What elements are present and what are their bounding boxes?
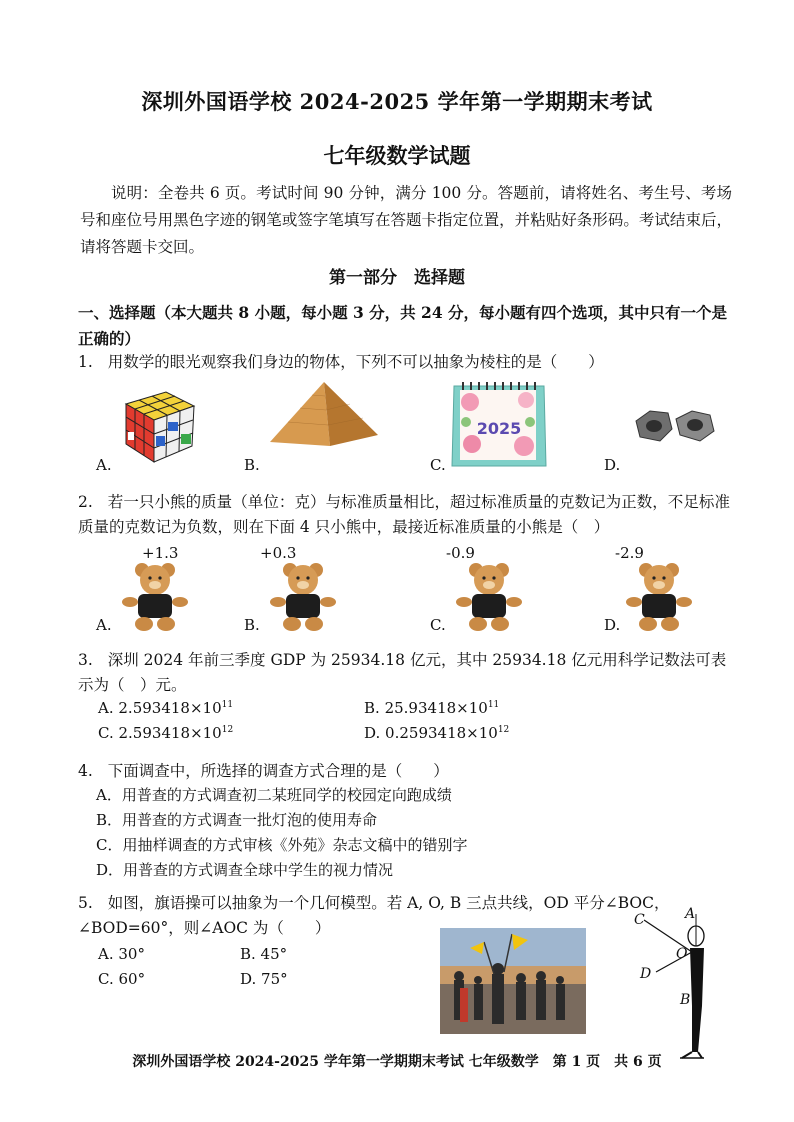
bear-a-weight: +1.3: [142, 544, 179, 562]
question-text: 如图，旗语操可以抽象为一个几何模型。若 A, O, B 三点共线，OD 平分∠BOC，∠BOD=60°，则∠AOC 为（ ）: [78, 894, 670, 937]
q2-option-b-label: B.: [244, 616, 260, 634]
label-o: O: [676, 946, 688, 962]
label-a: A: [685, 906, 696, 922]
question-text: 用数学的眼光观察我们身边的物体，下列不可以抽象为棱柱的是（ ）: [107, 353, 604, 371]
question-number: 3.: [78, 651, 93, 669]
option-exponent: 12: [221, 725, 234, 735]
question-1: [78, 350, 738, 375]
q2-option-d-label: D.: [604, 616, 621, 634]
teddy-bear-a-image: [120, 560, 190, 632]
q5-option-b: B. 45°: [240, 945, 288, 963]
q1-option-a-label: A.: [96, 456, 112, 474]
section-heading: 一、选择题（本大题共 8 小题，每小题 3 分，共 24 分，每小题有四个选项，其中只有一个是正确的）: [78, 303, 728, 348]
q2-option-c-label: C.: [430, 616, 446, 634]
option-value: 2.593418×10: [118, 699, 222, 717]
question-number: 2.: [78, 493, 93, 511]
option-exponent: 11: [221, 700, 234, 710]
page-footer: 深圳外国语学校 2024-2025 学年第一学期期末考试 七年级数学 第 1 页 共 6 页: [132, 1054, 662, 1070]
q4-option-c: C．用抽样调查的方式审核《外苑》杂志文稿中的错别字: [96, 836, 468, 854]
question-number: 4.: [78, 762, 93, 780]
label-d: D: [640, 966, 652, 982]
q3-option-c: [98, 724, 233, 742]
bear-b-weight: +0.3: [260, 544, 297, 562]
calendar-year-text: 2025: [476, 419, 522, 438]
option-value: 2.593418×10: [118, 724, 222, 742]
q3-option-b: [364, 699, 499, 717]
question-number: 1.: [78, 353, 93, 371]
q3-option-d: [364, 724, 509, 742]
q5-option-c: C. 60°: [98, 970, 146, 988]
option-label: C.: [98, 724, 114, 742]
question-3: [78, 648, 730, 698]
q5-option-a: A. 30°: [98, 945, 145, 963]
option-value: 25.93418×10: [384, 699, 488, 717]
option-exponent: 12: [497, 725, 510, 735]
q2-option-a-label: A.: [96, 616, 112, 634]
question-number: 5.: [78, 894, 93, 912]
pyramid-image: [268, 380, 380, 448]
question-text: 下面调查中，所选择的调查方式合理的是（ ）: [107, 762, 449, 780]
rubiks-cube-image: [116, 384, 196, 466]
q4-option-d: D．用普查的方式调查全球中学生的视力情况: [96, 861, 394, 879]
option-label: B.: [364, 699, 380, 717]
hex-nuts-image: [630, 405, 716, 451]
q1-option-b-label: B.: [244, 456, 260, 474]
label-c: C: [634, 912, 645, 928]
bear-c-weight: -0.9: [446, 544, 475, 562]
geometry-figure: [632, 906, 732, 1066]
q3-option-a: [98, 699, 233, 717]
option-label: D.: [364, 724, 381, 742]
question-text: 若一只小熊的质量（单位：克）与标准质量相比，超过标准质量的克数记为正数，不足标准质量的克数记为负数，则在下面 4 只小熊中，最接近标准质量的小熊是（ ）: [78, 493, 730, 536]
part-heading: 第一部分 选择题: [329, 268, 465, 288]
instructions: 说明：全卷共 6 页。考试时间 90 分钟，满分 100 分。答题前，请将姓名、考生号、考场号和座位号用黑色字迹的钢笔或签字笔填写在答题卡指定位置，并粘贴好条形码。考试结束后，请将答题卡交回。: [80, 184, 732, 256]
bear-d-weight: -2.9: [615, 544, 644, 562]
flag-drill-photo: [440, 928, 586, 1034]
q1-option-c-label: C.: [430, 456, 446, 474]
q1-option-d-label: D.: [604, 456, 621, 474]
option-label: A.: [98, 699, 114, 717]
q4-option-b: B．用普查的方式调查一批灯泡的使用寿命: [96, 811, 378, 829]
option-value: 0.2593418×10: [385, 724, 498, 742]
question-2: [78, 490, 730, 540]
teddy-bear-b-image: [268, 560, 338, 632]
q5-option-d: D. 75°: [240, 970, 288, 988]
teddy-bear-c-image: [454, 560, 524, 632]
question-4: [78, 759, 730, 784]
question-text: 深圳 2024 年前三季度 GDP 为 25934.18 亿元，其中 25934.18 亿元用科学记数法可表示为（ ）元。: [78, 651, 727, 694]
desk-calendar-image: [450, 376, 548, 468]
exam-subtitle: 七年级数学试题: [323, 143, 471, 168]
q4-option-a: A．用普查的方式调查初二某班同学的校园定向跑成绩: [96, 786, 452, 804]
teddy-bear-d-image: [624, 560, 694, 632]
option-exponent: 11: [487, 700, 500, 710]
exam-title: 深圳外国语学校 2024-2025 学年第一学期期末考试: [141, 89, 653, 114]
label-b: B: [680, 992, 691, 1008]
